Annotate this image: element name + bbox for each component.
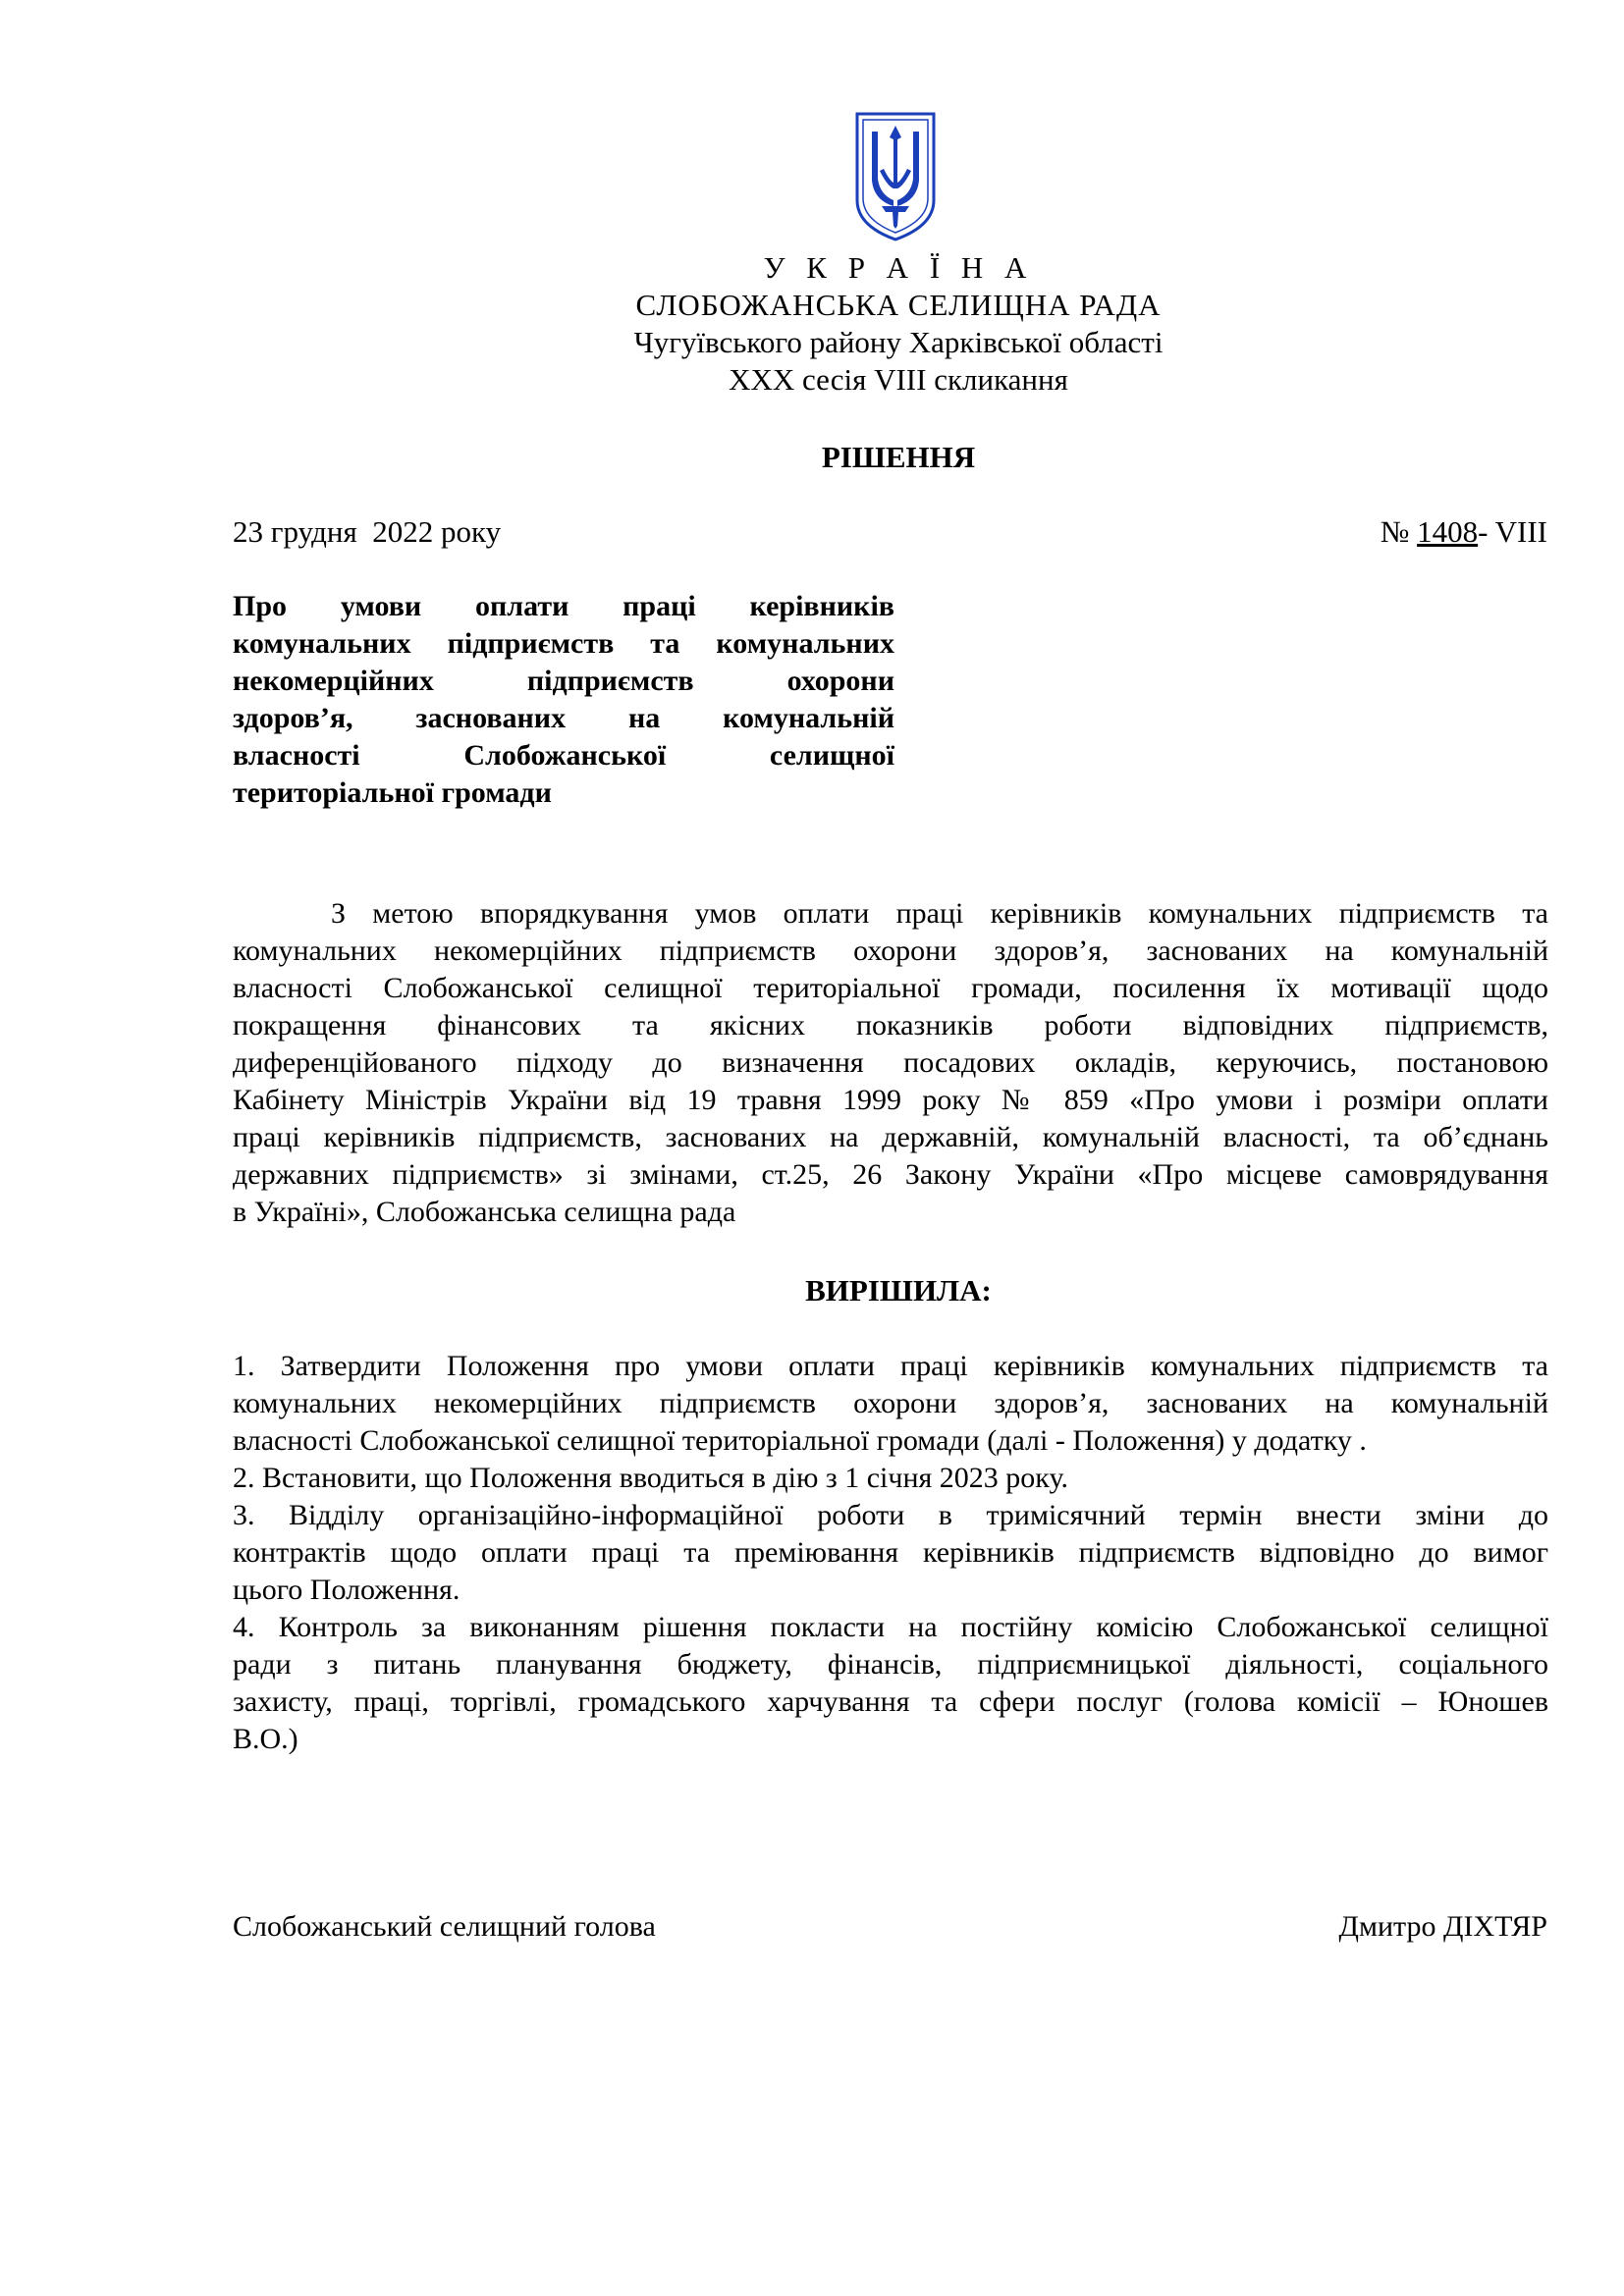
signatory-name: Дмитро ДІХТЯР: [1338, 1910, 1547, 1943]
item-line: 4. Контроль за виконанням рішення покласти на постійну комісію Слобожанської селищної: [233, 1611, 1548, 1643]
decision-items: [233, 1348, 1548, 1758]
header-session: XXX сесія VIII скликання: [729, 362, 1068, 397]
header-country: У К Р А Ї Н А: [763, 250, 1034, 285]
preamble-line: З метою впорядкування умов оплати праці керівників комунальних підприємств та: [331, 897, 1548, 930]
decision-date: 23 грудня 2022 року: [233, 514, 502, 549]
item-line: 1. Затвердити Положення про умови оплати праці керівників комунальних підприємств та: [233, 1350, 1548, 1382]
decided-heading: ВИРІШИЛА:: [805, 1273, 992, 1308]
decision-number-suffix: - VIII: [1478, 514, 1547, 549]
subject-line: комунальних підприємств та комунальних: [233, 627, 894, 660]
preamble-line: комунальних некомерційних підприємств охорони здоров’я, заснованих на комунальній: [233, 934, 1548, 967]
subject-line: здоров’я, заснованих на комунальній: [233, 702, 894, 734]
item-line: ради з питань планування бюджету, фінансів, підприємницької діяльності, соціального: [233, 1648, 1548, 1681]
item-line: В.О.): [233, 1723, 298, 1755]
subject-line: некомерційних підприємств охорони: [233, 665, 894, 697]
subject-line: власності Слобожанської селищної: [233, 739, 894, 772]
item-line: захисту, праці, торгівлі, громадського харчування та сфери послуг (голова комісії – Юношев: [233, 1685, 1548, 1718]
subject-line: Про умови оплати праці керівників: [233, 590, 894, 622]
header-district: Чугуївського району Харківської області: [633, 325, 1164, 359]
item-line: 2. Встановити, що Положення вводиться в дію з 1 січня 2023 року.: [233, 1462, 1068, 1494]
item-line: власності Слобожанської селищної територіальної громади (далі - Положення) у додатку .: [233, 1424, 1367, 1457]
item-line: цього Положення.: [233, 1574, 460, 1606]
signatory-title: Слобожанський селищний голова: [233, 1910, 656, 1943]
preamble-line: Кабінету Міністрів України від 19 травня 1999 року № 859 «Про умови і розміри оплати: [233, 1084, 1548, 1116]
subject-line: територіальної громади: [233, 776, 552, 809]
decision-number-prefix: №: [1380, 514, 1418, 549]
coat-of-arms-trident-icon: [852, 110, 939, 243]
decision-subject: [233, 588, 894, 812]
preamble-line: власності Слобожанської селищної територіальної громади, посилення їх мотивації щодо: [233, 972, 1548, 1004]
decision-number-value: 1408: [1417, 514, 1479, 549]
preamble-line: диференційованого підходу до визначення посадових окладів, керуючись, постановою: [233, 1046, 1548, 1079]
preamble-paragraph: [233, 895, 1548, 1231]
header-council: СЛОБОЖАНСЬКА СЕЛИЩНА РАДА: [635, 288, 1162, 322]
decision-number: [1380, 513, 1547, 551]
item-line: 3. Відділу організаційно-інформаційної роботи в тримісячний термін внести зміни до: [233, 1499, 1548, 1531]
preamble-line: праці керівників підприємств, заснованих на державній, комунальній власності, та об’єднань: [233, 1121, 1548, 1153]
document-type-title: РІШЕННЯ: [821, 440, 976, 474]
item-line: контрактів щодо оплати праці та преміювання керівників підприємств відповідно до вимог: [233, 1536, 1548, 1569]
preamble-line: в Україні», Слобожанська селищна рада: [233, 1196, 736, 1228]
preamble-line: покращення фінансових та якісних показників роботи відповідних підприємств,: [233, 1009, 1548, 1041]
item-line: комунальних некомерційних підприємств охорони здоров’я, заснованих на комунальній: [233, 1387, 1548, 1419]
preamble-line: державних підприємств» зі змінами, ст.25, 26 Закону України «Про місцеве самоврядування: [233, 1158, 1548, 1191]
